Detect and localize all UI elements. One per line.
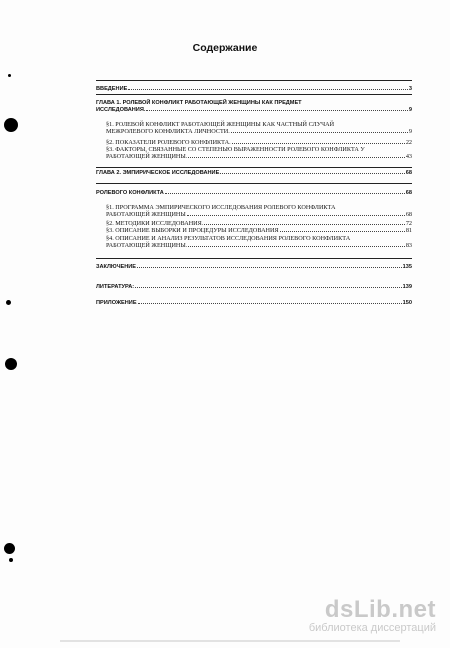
toc-page-number: 9 [408, 107, 412, 114]
toc-line [106, 128, 412, 135]
toc-section-entry [96, 146, 412, 161]
toc-leader-dots [232, 143, 405, 144]
toc-line-text: §1. ПРОГРАММА ЭМПИРИЧЕСКОГО ИССЛЕДОВАНИЯ РОЛЕВОГО КОНФЛИКТА [106, 204, 336, 211]
toc-line-text: §1. РОЛЕВОЙ КОНФЛИКТ РАБОТАЮЩЕЙ ЖЕНЩИНЫ КАК ЧАСТНЫЙ СЛУЧАЙ [106, 121, 335, 128]
scan-edge [60, 640, 400, 642]
toc-line-text: §3. ОПИСАНИЕ ВЫБОРКИ И ПРОЦЕДУРЫ ИССЛЕДОВАНИЯ [106, 227, 279, 234]
toc-line-text: §2. ПОКАЗАТЕЛИ РОЛЕВОГО КОНФЛИКТА. [106, 139, 231, 146]
toc-line-text: ПРИЛОЖЕНИЕ [96, 300, 137, 306]
toc-leader-dots [280, 231, 405, 232]
rule-after-intro [96, 94, 412, 95]
toc-section-entry [96, 121, 412, 136]
toc-line [96, 190, 412, 197]
toc-page-number: 43 [405, 153, 412, 161]
rule-after-chapter2-sections [96, 258, 412, 259]
toc-line [96, 284, 412, 291]
binder-hole-mark [4, 543, 15, 554]
toc-page-number: 150 [402, 300, 412, 306]
toc-page-number: 68 [405, 211, 412, 219]
toc-page-number: 22 [405, 139, 412, 146]
toc-line [96, 170, 412, 177]
binder-hole-mark [9, 558, 13, 562]
toc-chapter-entry [96, 190, 412, 197]
toc-page-number: 9 [408, 128, 412, 136]
binder-hole-mark [8, 74, 11, 77]
binder-hole-mark [4, 118, 18, 132]
toc-line [106, 211, 412, 218]
toc-line-text: РОЛЕВОГО КОНФЛИКТА [96, 190, 164, 196]
toc-page-number: 139 [402, 284, 412, 290]
toc-chapter-entry [96, 264, 412, 271]
toc-line-text: ИССЛЕДОВАНИЯ. [96, 107, 146, 114]
toc-line-text: ВВЕДЕНИЕ [96, 86, 128, 92]
toc-line [96, 264, 412, 271]
top-rule [96, 80, 412, 81]
rule-after-chapter2 [96, 183, 412, 184]
watermark-logo: dsLib.net [324, 596, 436, 623]
toc-leader-dots [188, 157, 404, 158]
toc-line [106, 153, 412, 160]
toc-line [106, 227, 412, 234]
toc-chapter-entry [96, 86, 412, 93]
toc-leader-dots [165, 193, 405, 194]
toc-page-number: 68 [405, 190, 412, 196]
toc-line [106, 242, 412, 249]
page-title: Содержание [192, 42, 258, 54]
toc-page-number: 68 [405, 170, 412, 176]
toc-leader-dots [128, 89, 408, 90]
toc-line-text: РАБОТАЮЩЕЙ ЖЕНЩИНЫ. [106, 153, 188, 161]
toc-leader-dots [220, 173, 404, 174]
binder-hole-mark [6, 300, 11, 305]
toc-leader-dots [146, 110, 407, 111]
toc-chapter-entry [96, 100, 412, 115]
toc-line [96, 300, 412, 307]
toc-page-number: 3 [408, 86, 412, 92]
toc-leader-dots [135, 287, 402, 288]
toc-line [96, 86, 412, 93]
toc-chapter-entry [96, 300, 412, 307]
toc-leader-dots [187, 215, 405, 216]
toc-line-text: ЗАКЛЮЧЕНИЕ [96, 264, 137, 270]
toc-line [96, 100, 412, 107]
watermark [309, 596, 436, 634]
toc-section-entry [96, 235, 412, 250]
toc-leader-dots [137, 267, 402, 268]
toc-section-entry [96, 227, 412, 234]
toc-page-number: 81 [405, 227, 412, 234]
toc-line-text: РАБОТАЮЩЕЙ ЖЕНЩИНЫ. [106, 242, 188, 250]
toc-leader-dots [188, 246, 404, 247]
rule-after-chapter1 [96, 167, 412, 168]
binder-hole-mark [5, 358, 17, 370]
toc-line-text: ГЛАВА 1. РОЛЕВОЙ КОНФЛИКТ РАБОТАЮЩЕЙ ЖЕНЩИНЫ КАК ПРЕДМЕТ [96, 100, 302, 106]
toc-leader-dots [138, 303, 402, 304]
toc-line-text: МЕЖРОЛЕВОГО КОНФЛИКТА ЛИЧНОСТИ. [106, 128, 230, 136]
toc-leader-dots [204, 224, 405, 225]
toc-line [96, 107, 412, 114]
toc-line-text: ЛИТЕРАТУРА: [96, 284, 135, 290]
toc-chapter-entry [96, 284, 412, 291]
toc-line-text: ГЛАВА 2. ЭМПИРИЧЕСКОЕ ИССЛЕДОВАНИЕ [96, 170, 220, 176]
watermark-subtitle: библиотека диссертаций [308, 622, 436, 634]
toc-line-text: §2. МЕТОДИКИ ИССЛЕДОВАНИЯ. [106, 220, 204, 227]
toc-section-entry [96, 204, 412, 219]
toc-leader-dots [231, 132, 408, 133]
toc-line-text: РАБОТАЮЩЕЙ ЖЕНЩИНЫ [106, 211, 186, 219]
toc-line [106, 121, 412, 128]
toc-page-number: 83 [405, 242, 412, 250]
toc-line-text: §3. ФАКТОРЫ, СВЯЗАННЫЕ СО СТЕПЕНЬЮ ВЫРАЖЕННОСТИ РОЛЕВОГО КОНФЛИКТА У [106, 146, 365, 153]
toc-page-number: 135 [402, 264, 412, 270]
toc-chapter-entry [96, 170, 412, 177]
toc-page-number: 72 [405, 220, 412, 227]
toc-line-text: §4. ОПИСАНИЕ И АНАЛИЗ РЕЗУЛЬТАТОВ ИССЛЕДОВАНИЯ РОЛЕВОГО КОНФЛИКТА [106, 235, 351, 242]
